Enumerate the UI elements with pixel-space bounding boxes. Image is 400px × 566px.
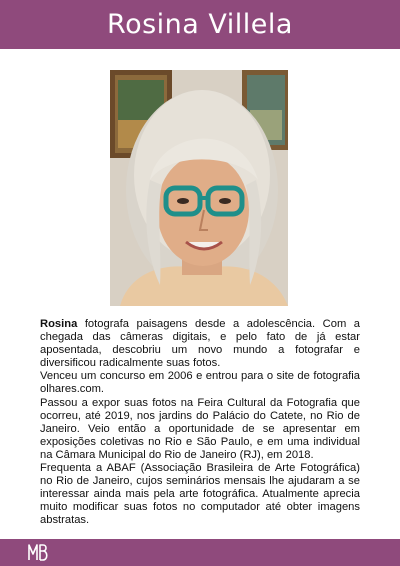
bio-paragraph-1-text: fotografa paisagens desde a adolescência. Com a chegada das câmeras digitais, e pelo fato de já estar aposentada, descobriu um novo mundo a fotografar e diversificou radicalmente suas fotos.: [40, 318, 360, 370]
mb-logo: [27, 542, 49, 562]
portrait-illustration: [110, 70, 288, 306]
bio-paragraph-3: Passou a expor suas fotos na Feira Cultural da Fotografia que ocorreu, até 2019, nos jardins do Palácio do Catete, no Rio de Janeiro. Veio então a oportunidade de se apresentar em exposições coletivas no Rio e São Paulo, e em uma individual na Câmara Municipal do Rio de Janeiro (RJ), em 2018.: [40, 396, 360, 461]
bio-text: [40, 318, 360, 528]
bio-paragraph-4: Frequenta a ABAF (Associação Brasileira de Arte Fotográfica) no Rio de Janeiro, cujos seminários mensais lhe ajudaram a se interessar ainda mais pela arte fotográfica. Atualmente aprecia muito modificar suas fotos no computador até obter imagens abstratas.: [40, 462, 360, 527]
portrait-photo: [110, 70, 288, 306]
header-bar: [0, 0, 400, 49]
page-title: Rosina Villela: [107, 9, 293, 40]
footer-bar: [0, 539, 400, 566]
bio-name: Rosina: [40, 318, 78, 330]
bio-paragraph-1: [40, 318, 360, 370]
bio-paragraph-2: Venceu um concurso em 2006 e entrou para o site de fotografia olhares.com.: [40, 370, 360, 396]
